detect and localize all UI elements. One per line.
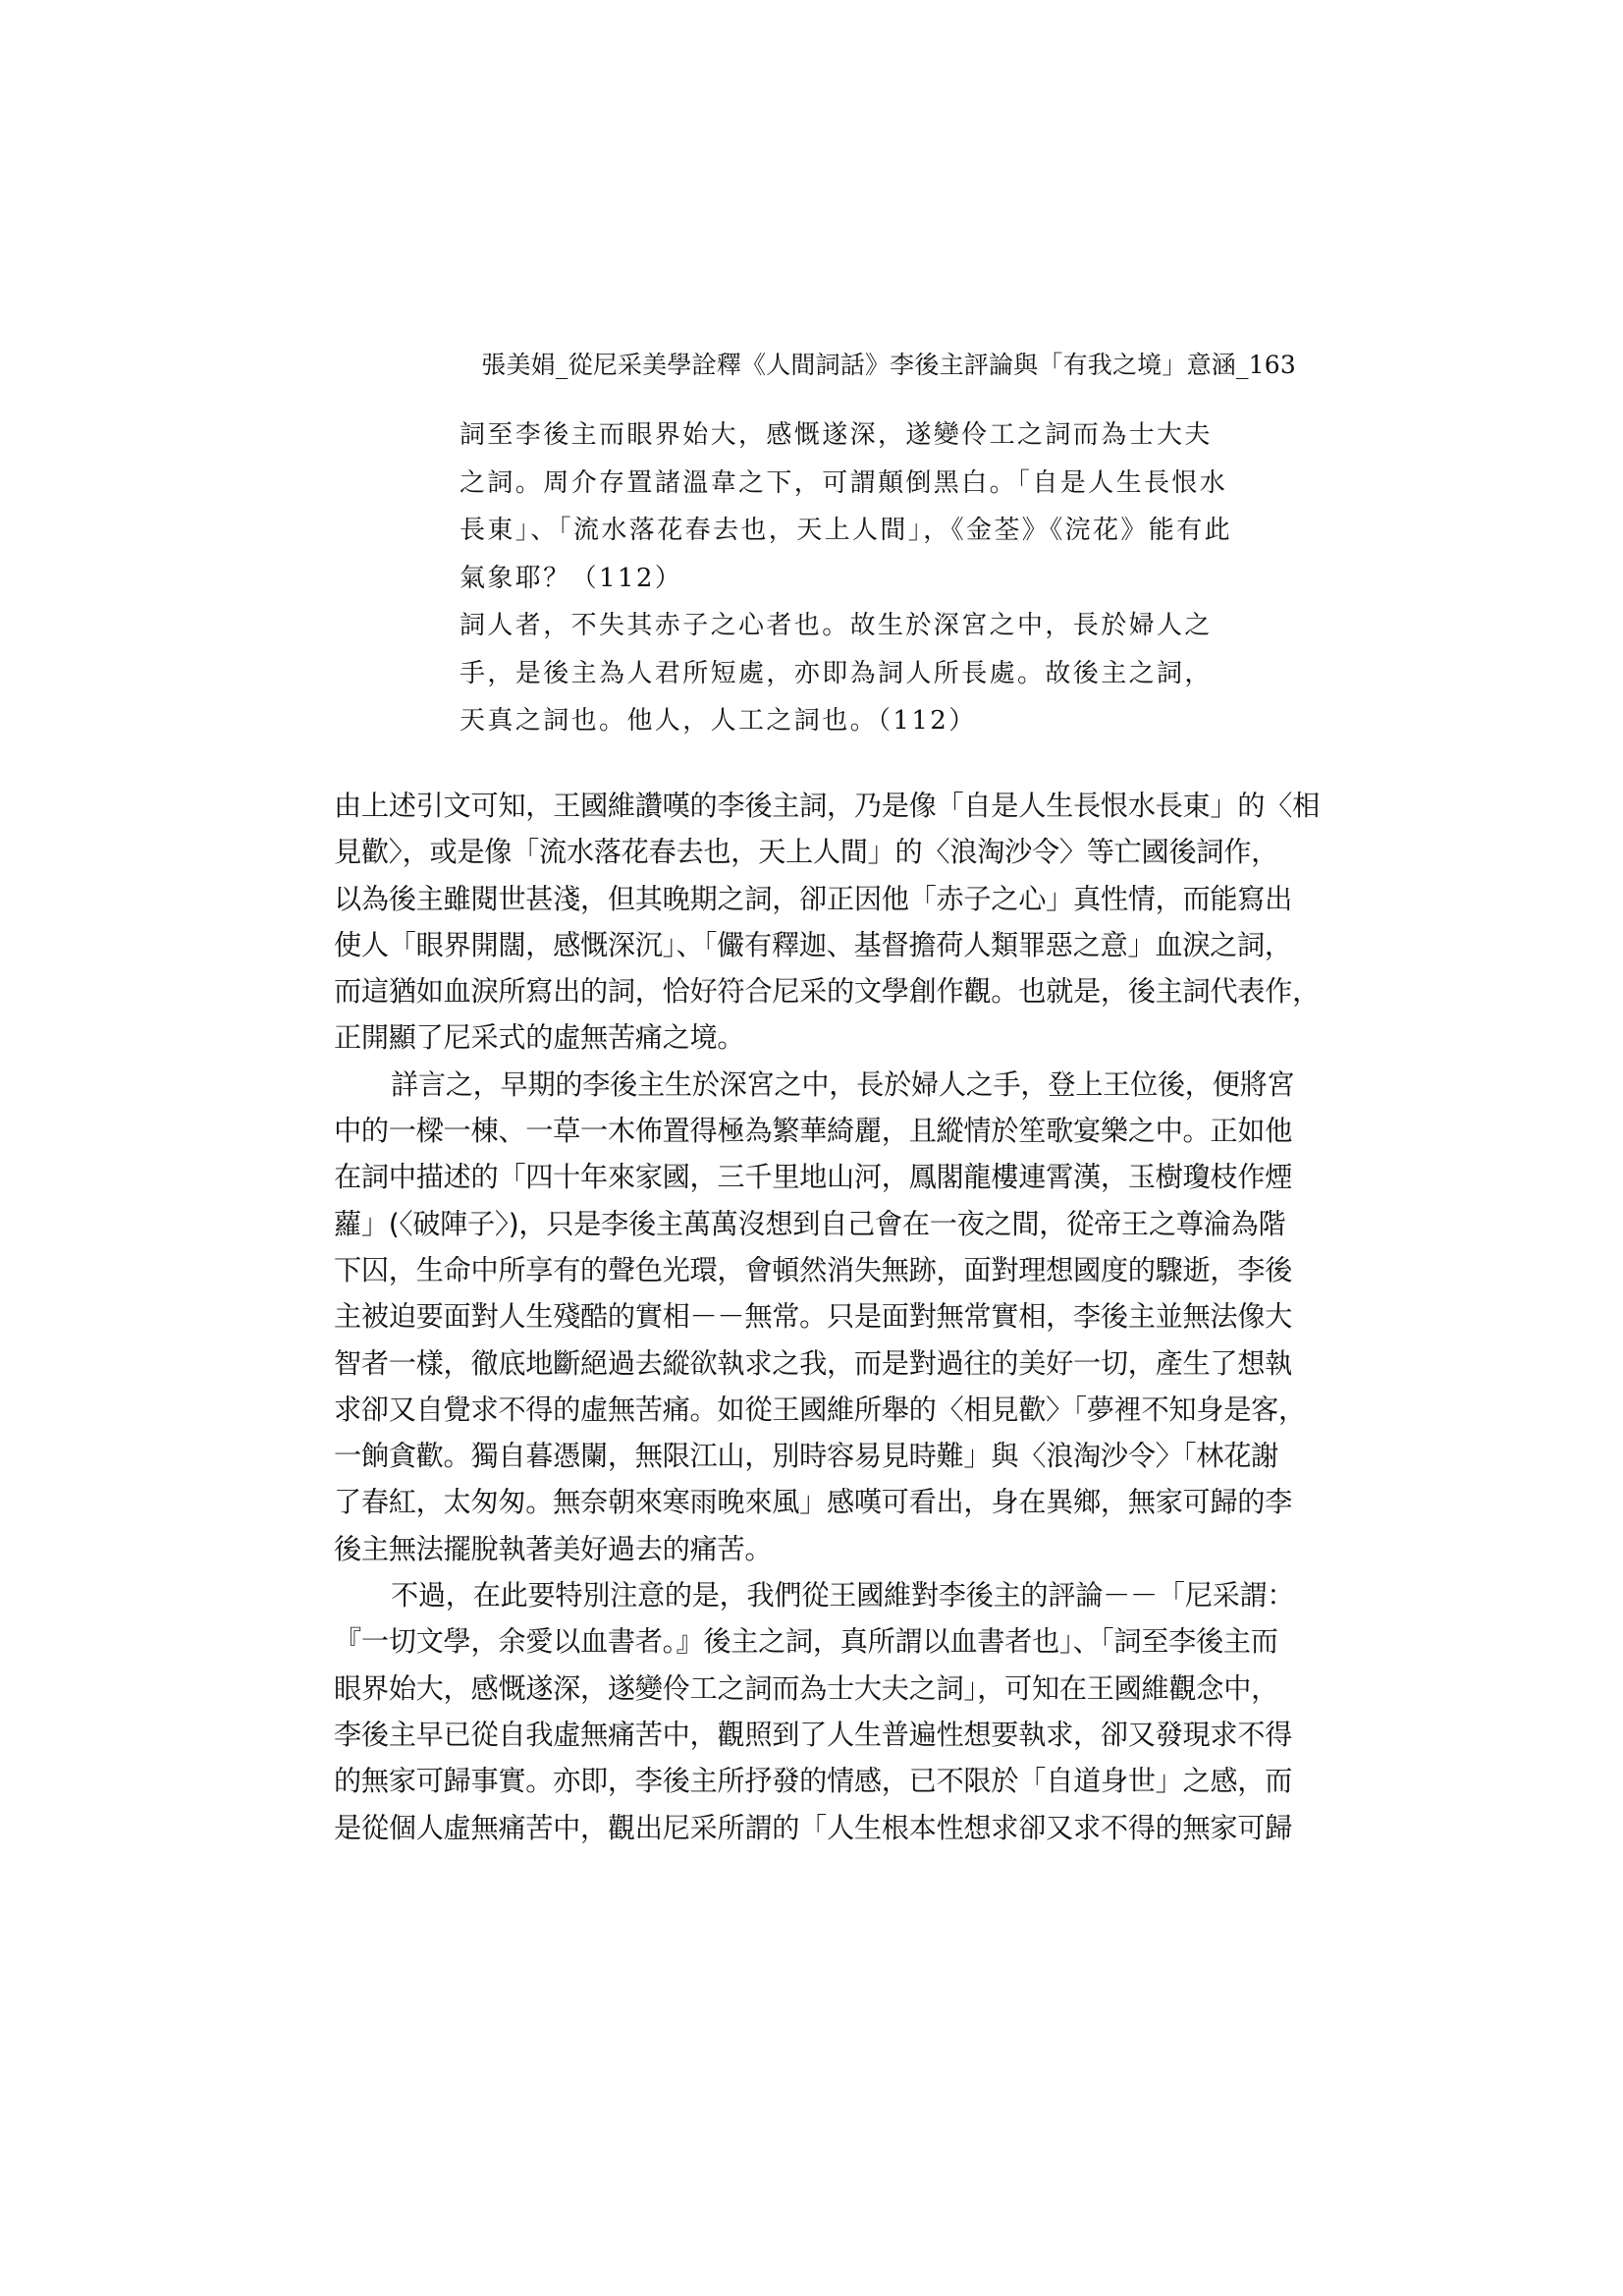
body-line: 由上述引文可知，王國維讚嘆的李後主詞，乃是像「自是人生長恨水長東」的〈相 <box>334 790 1320 822</box>
body-line: 是從個人虛無痛苦中，觀出尼采所謂的「人生根本性想求卻又求不得的無家可歸 <box>334 1811 1293 1844</box>
body-line: 了春紅，太匆匆。無奈朝來寒雨晚來風」感嘆可看出，身在異鄉，無家可歸的李 <box>334 1486 1293 1519</box>
body-line-paragraph-start: 不過，在此要特別注意的是，我們從王國維對李後主的評論－－「尼采謂： <box>391 1579 1295 1613</box>
quote-line: 手，是後主為人君所短處，亦即為詞人所長處。故後主之詞， <box>460 658 1213 688</box>
body-line: 主被迫要面對人生殘酷的實相－－無常。只是面對無常實相，李後主並無法像大 <box>334 1300 1293 1334</box>
body-line: 見歡〉，或是像「流水落花春去也，天上人間」的〈浪淘沙令〉等亡國後詞作， <box>334 836 1278 869</box>
block-quote <box>460 411 1233 745</box>
body-line: 使人「眼界開闊，感慨深沉」、「儼有釋迦、基督擔荷人類罪惡之意」血淚之詞， <box>334 928 1292 961</box>
body-line: 正開顯了尼采式的虛無苦痛之境。 <box>334 1021 745 1055</box>
body-line: 李後主早已從自我虛無痛苦中，觀照到了人生普遍性想要執求，卻又發現求不得 <box>334 1718 1293 1751</box>
body-line: 蘿」(〈破陣子〉)，只是李後主萬萬沒想到自己會在一夜之間，從帝王之尊淪為階 <box>334 1207 1286 1240</box>
body-line: 智者一樣，徹底地斷絕過去縱欲執求之我，而是對過往的美好一切，產生了想執 <box>334 1346 1293 1380</box>
quote-line: 詞至李後主而眼界始大，感慨遂深，遂變伶工之詞而為士大夫 <box>460 420 1213 450</box>
body-line: 的無家可歸事實。亦即，李後主所抒發的情感，已不限於「自道身世」之感，而 <box>334 1765 1293 1798</box>
running-header: 張美娟_從尼采美學詮釋《人間詞話》李後主評論與「有我之境」意涵_163 <box>481 351 1296 379</box>
body-line: 在詞中描述的「四十年來家國，三千里地山河，鳳閣龍樓連霄漢，玉樹瓊枝作煙 <box>334 1161 1293 1194</box>
body-line: 求卻又自覺求不得的虛無苦痛。如從王國維所舉的〈相見歡〉「夢裡不知身是客， <box>334 1393 1306 1426</box>
quote-line: 詞人者，不失其赤子之心者也。故生於深宮之中，長於婦人之 <box>460 611 1213 640</box>
body-text <box>334 783 1320 1851</box>
body-line-paragraph-start: 詳言之，早期的李後主生於深宮之中，長於婦人之手，登上王位後，便將宮 <box>391 1067 1295 1101</box>
body-line: 以為後主雖閱世甚淺，但其晚期之詞，卻正因他「赤子之心」真性情，而能寫出 <box>334 882 1293 915</box>
body-line: 中的一樑一棟、一草一木佈置得極為繁華綺麗，且縱情於笙歌宴樂之中。正如他 <box>334 1115 1293 1148</box>
quote-line: 長東」、「流水落花春去也，天上人間」，《金荃》《浣花》能有此 <box>460 516 1233 545</box>
body-line: 『一切文學，余愛以血書者。』後主之詞，真所謂以血書者也」、「詞至李後主而 <box>334 1625 1278 1659</box>
body-line: 眼界始大，感慨遂深，遂變伶工之詞而為士大夫之詞」，可知在王國維觀念中， <box>334 1671 1278 1705</box>
quote-line: 氣象耶？（112） <box>460 563 683 593</box>
body-line: 後主無法擺脫執著美好過去的痛苦。 <box>334 1532 773 1565</box>
quote-line: 之詞。周介存置諸溫韋之下，可謂顛倒黑白。「自是人生長恨水 <box>460 467 1228 498</box>
body-line: 一餉貪歡。獨自暮憑闌，無限江山，別時容易見時難」與〈浪淘沙令〉「林花謝 <box>334 1440 1278 1473</box>
quote-line: 天真之詞也。他人，人工之詞也。（112） <box>460 706 977 736</box>
body-line: 而這猶如血淚所寫出的詞，恰好符合尼采的文學創作觀。也就是，後主詞代表作， <box>334 975 1320 1009</box>
body-line: 下囚，生命中所享有的聲色光環，會頓然消失無跡，面對理想國度的驟逝，李後 <box>334 1253 1293 1286</box>
